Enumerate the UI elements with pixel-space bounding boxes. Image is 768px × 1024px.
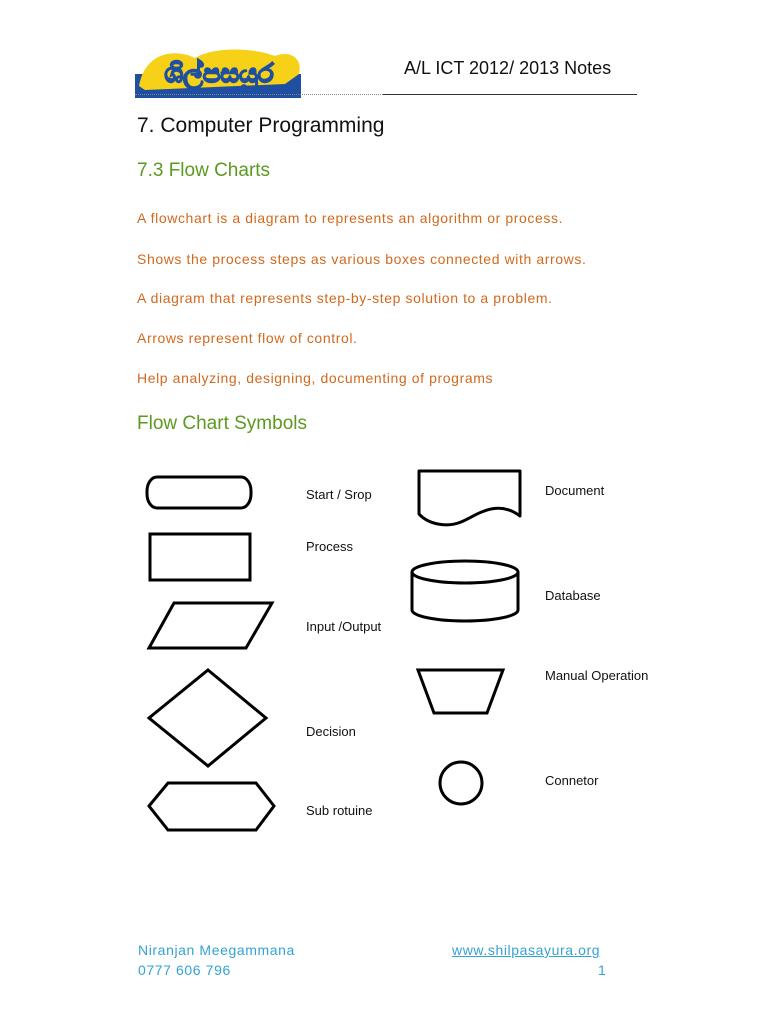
start-stop-symbol bbox=[145, 475, 255, 511]
paragraph: Arrows represent flow of control. bbox=[137, 330, 358, 346]
connector-label: Connetor bbox=[545, 773, 599, 788]
decision-label: Decision bbox=[306, 724, 356, 739]
sub-routine-symbol bbox=[146, 780, 278, 836]
footer-website-link[interactable]: www.shilpasayura.org bbox=[452, 942, 601, 958]
database-symbol bbox=[408, 558, 524, 628]
sub-routine-label: Sub rotuine bbox=[306, 803, 373, 818]
input-output-label: Input /Output bbox=[306, 619, 382, 634]
header-divider bbox=[135, 94, 385, 95]
section-title: 7.3 Flow Charts bbox=[137, 160, 271, 181]
connector-symbol bbox=[436, 758, 486, 808]
database-label: Database bbox=[545, 588, 601, 603]
document-symbol bbox=[416, 468, 524, 530]
site-logo bbox=[135, 44, 305, 98]
input-output-symbol bbox=[146, 600, 276, 652]
process-label: Process bbox=[306, 539, 353, 554]
paragraph: A diagram that represents step-by-step solution to a problem. bbox=[137, 290, 553, 306]
symbols-title: Flow Chart Symbols bbox=[137, 413, 307, 434]
decision-symbol bbox=[146, 667, 270, 771]
logo-text: ශිල්පසයුර bbox=[164, 59, 274, 89]
manual-operation-label: Manual Operation bbox=[545, 668, 649, 683]
header-note: A/L ICT 2012/ 2013 Notes bbox=[404, 58, 612, 78]
document-label: Document bbox=[545, 483, 605, 498]
page-number: 1 bbox=[598, 962, 607, 978]
start-stop-label: Start / Srop bbox=[306, 487, 372, 502]
header-underline bbox=[383, 94, 637, 95]
footer-phone: 0777 606 796 bbox=[138, 962, 231, 978]
paragraph: A flowchart is a diagram to represents an algorithm or process. bbox=[137, 210, 564, 226]
process-symbol bbox=[148, 532, 254, 584]
paragraph: Shows the process steps as various boxes connected with arrows. bbox=[137, 251, 587, 267]
chapter-title: 7. Computer Programming bbox=[137, 114, 385, 137]
paragraph: Help analyzing, designing, documenting of programs bbox=[137, 370, 494, 386]
footer-author: Niranjan Meegammana bbox=[138, 942, 295, 958]
manual-operation-symbol bbox=[415, 667, 507, 717]
